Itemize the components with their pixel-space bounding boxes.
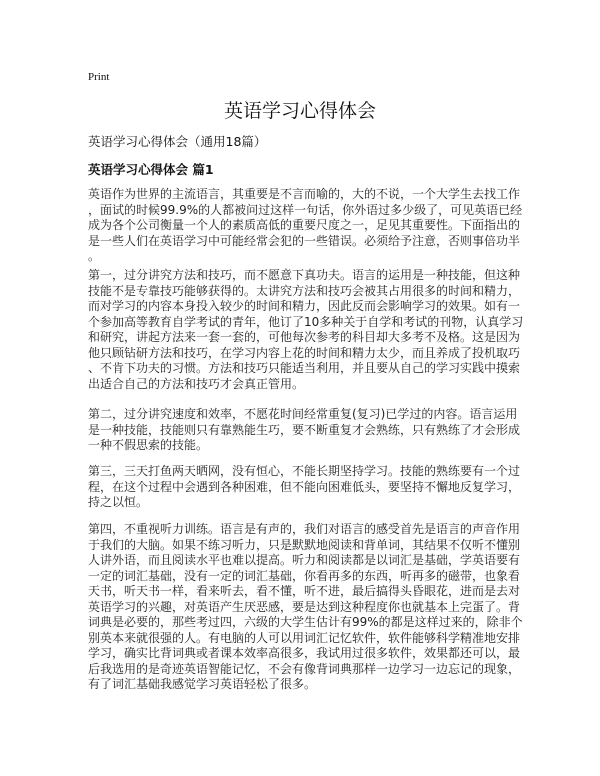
text-line: 个参加高等教育自学考试的青年，他订了10多种关于自学和考试的刊物，认真学习 bbox=[88, 314, 524, 329]
text-line: 成为各个公司衡量一个人的素质高低的重要尺度之一，足见其重要性。下面指出的 bbox=[88, 218, 521, 232]
text-line: 。 bbox=[88, 249, 101, 263]
text-line: 、不肯下功夫的习惯。方法和技巧只能适当利用，并且要从自己的学习实践中摸索 bbox=[88, 361, 521, 375]
text-line: 是一种技能，技能则只有靠熟能生巧，要不断重复才会熟练，只有熟练了才会形成 bbox=[88, 422, 521, 437]
paragraph-point-3 bbox=[88, 464, 521, 511]
text-line: 天书，听天书一样，看来听去，看不懂，听不进，最后搞得头昏眼花，进而是去对 bbox=[88, 584, 521, 598]
page-title: 英语学习心得体会 bbox=[223, 100, 376, 122]
text-line: 英语学习的兴趣，对英语产生厌恶感，要是达到这种程度你也就基本上完蛋了。背 bbox=[88, 599, 521, 614]
text-line: 而对学习的内容本身投入较少的时间和精力，因此反而会影响学习的效果。如有一 bbox=[88, 299, 521, 313]
text-line: 学习，确实比背词典或者课本效率高很多，我试用过很多软件，效果都还可以，最 bbox=[88, 646, 521, 660]
paragraph-point-1 bbox=[88, 268, 524, 392]
paragraph-point-4 bbox=[88, 522, 523, 693]
text-line: 别英本来就很强的人。有电脑的人可以用词汇记忆软件，软件能够科学精准地安排 bbox=[88, 630, 521, 645]
text-line: 第一，过分讲究方法和技巧，而不愿意下真功夫。语言的运用是一种技能，但这种 bbox=[88, 268, 521, 282]
text-line: 出适合自己的方法和技巧才会真正管用。 bbox=[88, 376, 305, 391]
paragraph-intro bbox=[88, 187, 523, 265]
text-line: 人讲外语，而且阅读水平也难以提高。听力和阅读都是以词汇是基础，学英语要有 bbox=[88, 553, 521, 567]
document-subtitle: 英语学习心得体会（通用18篇） bbox=[88, 134, 267, 149]
text-line: ，面试的时候99.9%的人都被问过这样一句话，你外语过多少级了，可见英语已经 bbox=[88, 202, 523, 217]
text-line: 技能不是专靠技巧能够获得的。太讲究方法和技巧会被其占用很多的时间和精力， bbox=[88, 283, 521, 298]
text-line: 他只顾钻研方法和技巧，在学习内容上花的时间和精力太少，而且养成了投机取巧 bbox=[88, 345, 521, 360]
text-line: 第二，过分讲究速度和效率，不愿花时间经常重复(复习)已学过的内容。语言运用 bbox=[88, 407, 518, 421]
text-line: 是一些人们在英语学习中可能经常会犯的一些错误。必须给予注意，否则事倍功半 bbox=[88, 233, 521, 248]
text-line: 于我们的大脑。如果不练习听力，只是默默地阅读和背单词，其结果不仅听不懂别 bbox=[88, 537, 521, 552]
text-line: 持之以恒。 bbox=[88, 495, 149, 509]
section-heading: 英语学习心得体会 篇1 bbox=[88, 162, 214, 177]
text-line: 英语作为世界的主流语言，其重要是不言而喻的，大的不说，一个大学生去找工作 bbox=[88, 187, 521, 201]
print-link[interactable]: Print bbox=[88, 71, 110, 83]
text-line: 有了词汇基础我感觉学习英语轻松了很多。 bbox=[88, 677, 317, 691]
text-line: 后我选用的是奇迹英语智能记忆，不会有像背词典那样一边学习一边忘记的现象， bbox=[88, 661, 521, 676]
text-line: 程，在这个过程中会遇到各种困难，但不能向困难低头，要坚持不懈地反复学习， bbox=[88, 479, 521, 494]
text-line: 词典是必要的，那些考过四，六级的大学生估计有99%的都是这样过来的，除非个 bbox=[88, 615, 523, 629]
text-line: 一定的词汇基础，没有一定的词汇基础，你看再多的东西，听再多的磁带，也象看 bbox=[88, 568, 521, 583]
text-line: 第三，三天打鱼两天晒网，没有恒心，不能长期坚持学习。技能的熟练要有一个过 bbox=[88, 464, 521, 478]
text-line: 和研究，讲起方法来一套一套的，可他每次参考的科目却大多考不及格。这是因为 bbox=[88, 330, 521, 344]
text-line: 第四，不重视听力训练。语言是有声的，我们对语言的感受首先是语言的声音作用 bbox=[88, 522, 521, 536]
text-line: 一种不假思索的技能。 bbox=[88, 438, 209, 452]
paragraph-point-2 bbox=[88, 407, 521, 454]
